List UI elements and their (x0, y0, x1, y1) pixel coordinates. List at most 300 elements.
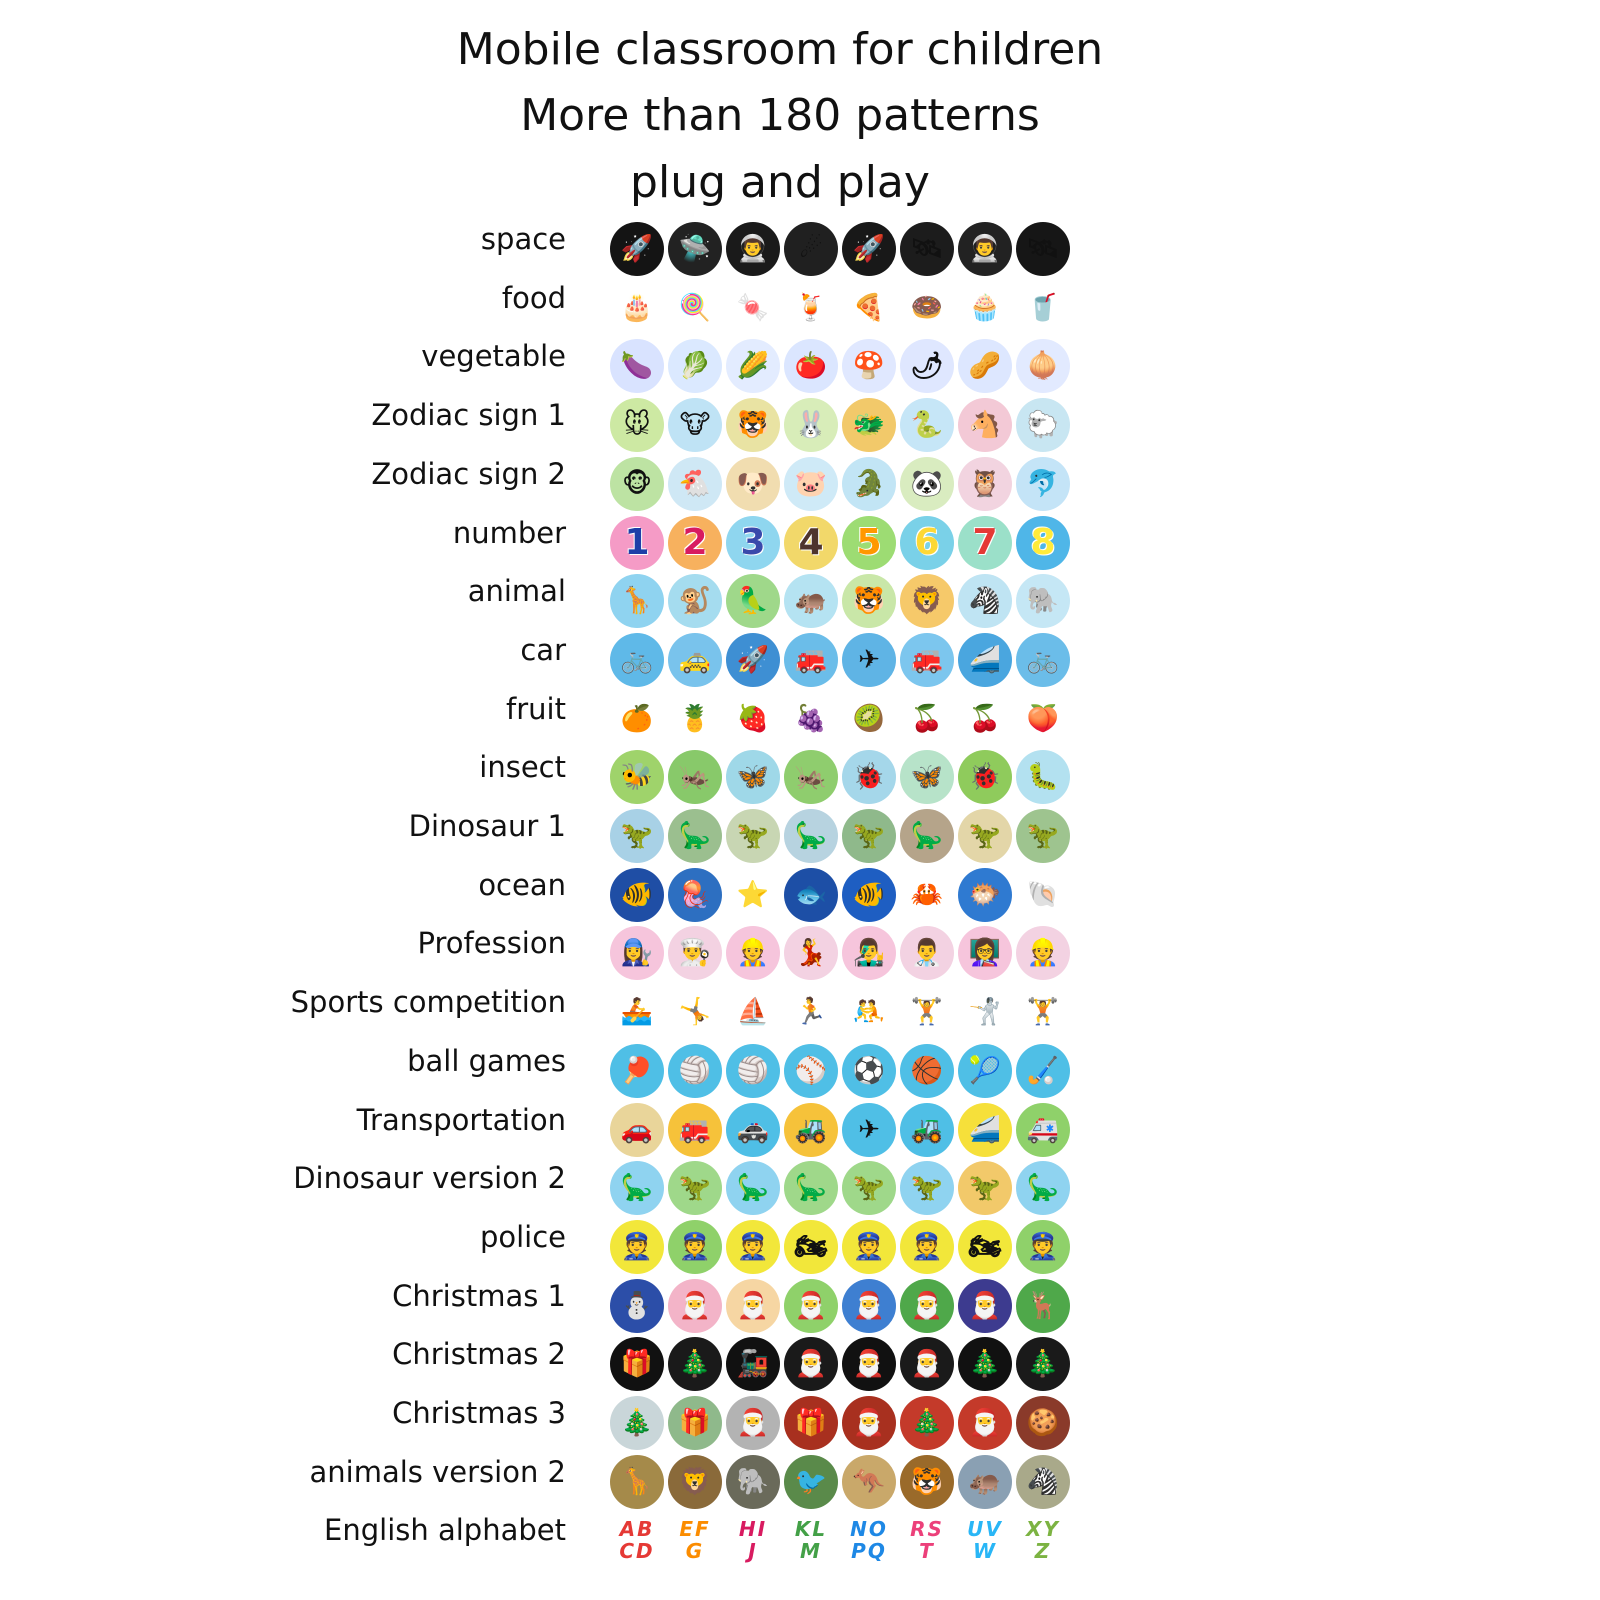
pattern-icon (726, 1455, 780, 1509)
pattern-icon (784, 1337, 838, 1391)
pattern-glyph: 🚀 (736, 644, 770, 675)
pattern-icon (900, 1337, 954, 1391)
pattern-row (0, 451, 1600, 510)
pattern-icon (900, 633, 954, 687)
pattern-icon (842, 1455, 896, 1509)
pattern-icon (1016, 222, 1070, 276)
pattern-glyph: 🍊 (620, 703, 654, 734)
pattern-glyph: 🦖 (910, 1173, 944, 1204)
number-pattern-icon (610, 516, 664, 570)
number-pattern-icon (958, 516, 1012, 570)
pattern-glyph: 🎅 (794, 1349, 828, 1380)
pattern-icon (958, 926, 1012, 980)
pattern-icons (610, 809, 1090, 865)
pattern-icon (668, 222, 722, 276)
pattern-icon (958, 1396, 1012, 1450)
pattern-row (0, 1155, 1600, 1214)
pattern-glyph: 🦕 (910, 821, 944, 851)
pattern-icon (958, 750, 1012, 804)
pattern-icon (668, 1455, 722, 1509)
row-label: animal (467, 574, 566, 609)
pattern-glyph: 🚀 (852, 234, 886, 264)
pattern-row (0, 392, 1600, 451)
pattern-glyph: 🐝 (620, 762, 654, 793)
pattern-glyph: 🍑 (1026, 703, 1060, 734)
pattern-glyph: 🚓 (736, 1114, 770, 1145)
pattern-icon (668, 339, 722, 393)
pattern-glyph: ⚽ (852, 1055, 886, 1086)
pattern-glyph: 🌽 (736, 351, 770, 382)
pattern-icon (610, 574, 664, 628)
pattern-glyph: 3 (740, 521, 766, 563)
pattern-glyph: 👨‍🚀 (736, 234, 770, 264)
pattern-glyph: 🎁 (620, 1349, 654, 1380)
pattern-glyph: 👮 (620, 1231, 654, 1262)
pattern-glyph: 🐠 (620, 879, 654, 910)
pattern-icon (958, 457, 1012, 511)
pattern-icon (726, 692, 780, 746)
pattern-icon (958, 1337, 1012, 1391)
pattern-glyph: 🦖 (852, 1173, 886, 1204)
pattern-glyph: 🦓 (968, 586, 1002, 617)
pattern-icon (958, 1044, 1012, 1098)
row-label: food (501, 280, 566, 315)
pattern-glyph: 🎅 (910, 1349, 944, 1380)
pattern-row (0, 627, 1600, 686)
pattern-icon (726, 868, 780, 922)
pattern-row (0, 333, 1600, 392)
pattern-glyph: 4 (798, 521, 824, 563)
pattern-row (0, 1273, 1600, 1332)
pattern-icon (1016, 457, 1070, 511)
pattern-glyph: 🍒 (910, 703, 944, 734)
pattern-icon (1016, 692, 1070, 746)
pattern-icon (784, 1103, 838, 1157)
pattern-icon (1016, 1161, 1070, 1215)
pattern-glyph: 🏋 (1026, 997, 1060, 1028)
pattern-icon (1016, 1103, 1070, 1157)
pattern-icons (610, 868, 1090, 924)
pattern-row (0, 216, 1600, 275)
pattern-icon (900, 1044, 954, 1098)
alphabet-pattern-icon (610, 1513, 664, 1567)
pattern-glyph: 🎅 (910, 1290, 944, 1321)
alphabet-letters-bottom: CD (619, 1539, 655, 1564)
pattern-icon (842, 1396, 896, 1450)
pattern-glyph: 🦖 (968, 1173, 1002, 1204)
pattern-glyph: 👨‍🍳 (678, 938, 712, 969)
pattern-icon (668, 750, 722, 804)
pattern-icon (842, 633, 896, 687)
pattern-icon (958, 809, 1012, 863)
pattern-glyph: 🐞 (968, 762, 1002, 793)
pattern-icon (726, 398, 780, 452)
pattern-icon (726, 985, 780, 1039)
pattern-glyph: 🚄 (968, 644, 1002, 675)
pattern-glyph: 🐒 (678, 586, 712, 617)
pattern-glyph: 🏐 (678, 1055, 712, 1086)
pattern-glyph: 🐯 (852, 586, 886, 617)
pattern-icons (610, 1103, 1090, 1159)
pattern-icon (958, 1161, 1012, 1215)
pattern-glyph: 🎁 (678, 1408, 712, 1438)
pattern-glyph: 🦕 (736, 1173, 770, 1204)
pattern-glyph: 🐰 (794, 410, 828, 441)
pattern-glyph: 🚂 (736, 1349, 770, 1380)
pattern-icon (784, 281, 838, 335)
pattern-icon (726, 339, 780, 393)
pattern-icon (726, 1337, 780, 1391)
pattern-glyph: 🏑 (1026, 1055, 1060, 1086)
pattern-icon (958, 1220, 1012, 1274)
pattern-glyph: 🦖 (736, 821, 770, 851)
pattern-icon (900, 1220, 954, 1274)
pattern-icon (900, 574, 954, 628)
pattern-icon (610, 457, 664, 511)
pattern-glyph: 🛸 (678, 234, 712, 264)
pattern-glyph: 🐴 (968, 410, 1002, 441)
alphabet-letters-bottom: M (800, 1539, 822, 1564)
alphabet-letters-top: EF (679, 1517, 711, 1542)
pattern-glyph: 👮 (678, 1231, 712, 1262)
pattern-icon (842, 1044, 896, 1098)
pattern-icons (610, 1455, 1090, 1511)
pattern-glyph: 🦖 (1026, 821, 1060, 851)
pattern-icon (726, 222, 780, 276)
pattern-icon (610, 809, 664, 863)
pattern-glyph: 🥤 (1026, 292, 1060, 323)
pattern-glyph: 🎄 (968, 1349, 1002, 1380)
pattern-icon (610, 1396, 664, 1450)
title-line-3: plug and play (630, 157, 930, 208)
pattern-icon (842, 457, 896, 511)
pattern-glyph: 🚜 (910, 1114, 944, 1145)
alphabet-letters-top: HI (738, 1517, 768, 1542)
alphabet-letters-top: AB (619, 1517, 655, 1542)
pattern-glyph: 🦕 (1026, 1173, 1060, 1204)
pattern-glyph: 🚄 (968, 1114, 1002, 1145)
pattern-glyph: 🚲 (1026, 644, 1060, 675)
pattern-glyph: 🥝 (852, 703, 886, 734)
row-label: Profession (417, 926, 566, 961)
pattern-icon (668, 1161, 722, 1215)
pattern-icon (610, 633, 664, 687)
row-label: Christmas 2 (392, 1337, 566, 1372)
pattern-glyph: 🐘 (736, 1466, 770, 1497)
pattern-glyph: 👮 (910, 1231, 944, 1262)
pattern-icon (958, 868, 1012, 922)
pattern-icon (958, 985, 1012, 1039)
pattern-icons (610, 1220, 1090, 1276)
pattern-icon (784, 339, 838, 393)
pattern-icon (726, 926, 780, 980)
pattern-glyph: 🎾 (968, 1055, 1002, 1086)
pattern-glyph: 🚒 (794, 644, 828, 675)
pattern-icon (842, 1161, 896, 1215)
pattern-icons (610, 281, 1090, 337)
pattern-glyph: 👮 (852, 1231, 886, 1262)
pattern-glyph: 🍓 (736, 703, 770, 734)
pattern-icon (958, 1103, 1012, 1157)
pattern-glyph: 🍩 (910, 292, 944, 323)
pattern-glyph: 👷 (1026, 938, 1060, 969)
pattern-glyph: ⛵ (736, 997, 770, 1028)
pattern-glyph: 🦀 (910, 879, 944, 910)
pattern-glyph: 🤼 (852, 997, 886, 1028)
pattern-glyph: 🍹 (794, 292, 828, 323)
row-label: Christmas 1 (392, 1278, 566, 1313)
pattern-glyph: 🏃 (794, 997, 828, 1028)
alphabet-letters-bottom: Z (1034, 1539, 1052, 1564)
pattern-row (0, 803, 1600, 862)
pattern-glyph: 🦜 (736, 586, 770, 617)
pattern-icons (610, 222, 1090, 278)
pattern-icon (958, 339, 1012, 393)
pattern-glyph: 🐦 (794, 1466, 828, 1497)
pattern-glyph: 🦕 (678, 821, 712, 851)
pattern-icon (610, 926, 664, 980)
pattern-icon (668, 457, 722, 511)
pattern-icon (726, 457, 780, 511)
pattern-icon (668, 398, 722, 452)
pattern-glyph: 🦕 (794, 1173, 828, 1204)
title-line-2: More than 180 patterns (520, 90, 1040, 141)
pattern-icon (784, 1396, 838, 1450)
pattern-icon (610, 1220, 664, 1274)
pattern-glyph: 🛰 (910, 234, 944, 264)
pattern-icon (900, 750, 954, 804)
title-line-1: Mobile classroom for children (456, 24, 1104, 75)
pattern-glyph: 🤸 (678, 997, 712, 1028)
pattern-icons (610, 692, 1090, 748)
pattern-icon (784, 809, 838, 863)
pattern-icon (842, 809, 896, 863)
pattern-glyph: 🦒 (620, 1466, 654, 1497)
pattern-row (0, 1507, 1600, 1566)
pattern-icon (668, 1044, 722, 1098)
pattern-icon (726, 1220, 780, 1274)
pattern-icon (668, 809, 722, 863)
pattern-glyph: 🥬 (678, 351, 712, 382)
pattern-glyph: 🐛 (1026, 762, 1060, 793)
pattern-icon (668, 1396, 722, 1450)
pattern-icon (900, 281, 954, 335)
pattern-icon (1016, 926, 1070, 980)
pattern-icons (610, 750, 1090, 806)
pattern-row (0, 1331, 1600, 1390)
pattern-glyph: 🦌 (1026, 1290, 1060, 1321)
pattern-glyph: ✈ (858, 644, 880, 675)
pattern-icon (726, 574, 780, 628)
pattern-glyph: 🐯 (736, 410, 770, 441)
pattern-icon (610, 339, 664, 393)
pattern-icon (842, 926, 896, 980)
pattern-icon (900, 1455, 954, 1509)
pattern-icon (900, 339, 954, 393)
pattern-glyph: 👮 (736, 1231, 770, 1262)
pattern-glyph: 🐑 (1026, 410, 1060, 441)
pattern-glyph: 🏀 (910, 1055, 944, 1086)
number-pattern-icon (726, 516, 780, 570)
alphabet-pattern-icon (784, 1513, 838, 1567)
pattern-icon (1016, 868, 1070, 922)
pattern-row (0, 862, 1600, 921)
pattern-glyph: 🦋 (736, 762, 770, 793)
pattern-icon (668, 1279, 722, 1333)
pattern-icon (726, 1396, 780, 1450)
pattern-icon (610, 750, 664, 804)
pattern-glyph: 🍆 (620, 351, 654, 382)
pattern-icon (726, 633, 780, 687)
pattern-icons (610, 574, 1090, 630)
pattern-icon (842, 281, 896, 335)
row-label: number (452, 515, 566, 550)
pattern-glyph: 🏍 (794, 1231, 828, 1262)
alphabet-pattern-icon (842, 1513, 896, 1567)
pattern-glyph: 🎅 (968, 1290, 1002, 1321)
pattern-glyph: 🚒 (910, 644, 944, 675)
number-pattern-icon (900, 516, 954, 570)
alphabet-pattern-icon (668, 1513, 722, 1567)
row-label: Zodiac sign 2 (371, 456, 566, 491)
pattern-icon (900, 398, 954, 452)
row-label: space (480, 222, 566, 256)
pattern-icon (900, 1396, 954, 1450)
alphabet-letters-top: NO (850, 1517, 888, 1542)
pattern-icons (610, 398, 1090, 454)
pattern-icon (668, 985, 722, 1039)
pattern-icon (1016, 574, 1070, 628)
pattern-icon (958, 574, 1012, 628)
alphabet-letters-bottom: W (972, 1539, 998, 1564)
pattern-glyph: 🏍 (968, 1231, 1002, 1262)
alphabet-pattern-icon (726, 1513, 780, 1567)
pattern-icon (784, 926, 838, 980)
pattern-glyph: 🚲 (620, 644, 654, 675)
pattern-icon (784, 1279, 838, 1333)
pattern-icon (1016, 398, 1070, 452)
pattern-glyph: 🏐 (736, 1055, 770, 1086)
pattern-icon (668, 633, 722, 687)
pattern-glyph: ✈ (858, 1114, 880, 1145)
pattern-glyph: 🐞 (852, 762, 886, 793)
pattern-glyph: 👩‍🏫 (968, 938, 1002, 969)
pattern-icon (610, 1161, 664, 1215)
pattern-glyph: 🐮 (679, 410, 711, 441)
row-label: English alphabet (324, 1513, 566, 1548)
pattern-icon (900, 1161, 954, 1215)
pattern-glyph: 7 (972, 521, 998, 563)
pattern-icon (900, 809, 954, 863)
pattern-glyph: 🦁 (678, 1466, 712, 1497)
pattern-glyph: 👨‍🚀 (968, 234, 1002, 264)
pattern-glyph: 🎅 (852, 1290, 886, 1321)
pattern-icon (610, 1044, 664, 1098)
pattern-row (0, 568, 1600, 627)
pattern-icon (610, 281, 664, 335)
pattern-icon (610, 222, 664, 276)
pattern-icon (726, 281, 780, 335)
pattern-glyph: 🍕 (852, 292, 886, 323)
pattern-icon (610, 868, 664, 922)
pattern-icon (900, 985, 954, 1039)
pattern-glyph: 🦉 (968, 468, 1002, 499)
alphabet-letters-bottom: J (748, 1539, 758, 1564)
pattern-icons (610, 339, 1090, 395)
pattern-icon (784, 574, 838, 628)
pattern-icon (1016, 281, 1070, 335)
pattern-glyph: 🐷 (794, 468, 828, 499)
row-label: fruit (506, 691, 566, 726)
pattern-glyph: 🍇 (794, 703, 828, 734)
row-label: ocean (478, 867, 566, 902)
pattern-glyph: 👮 (1026, 1231, 1060, 1262)
pattern-glyph: 🍒 (968, 703, 1002, 734)
pattern-icon (900, 1103, 954, 1157)
pattern-icon (1016, 1220, 1070, 1274)
pattern-glyph: 🎅 (852, 1349, 886, 1380)
pattern-icon (1016, 1044, 1070, 1098)
pattern-glyph: 🚕 (678, 644, 712, 675)
row-label: insect (479, 750, 566, 785)
pattern-glyph: 🐘 (1026, 586, 1060, 617)
alphabet-letters-top: UV (967, 1517, 1003, 1542)
pattern-icon (610, 1103, 664, 1157)
pattern-glyph: 🦁 (910, 586, 944, 617)
pattern-icon (842, 574, 896, 628)
row-label: car (520, 632, 566, 667)
pattern-icon (784, 1220, 838, 1274)
pattern-icon (842, 1279, 896, 1333)
pattern-glyph: 🐡 (968, 879, 1002, 910)
alphabet-letters-top: KL (794, 1517, 828, 1542)
pattern-icon (958, 222, 1012, 276)
pattern-glyph: 🦘 (852, 1466, 886, 1497)
pattern-glyph: 🐶 (736, 468, 770, 499)
row-label: Dinosaur 1 (408, 809, 566, 843)
pattern-icon (610, 398, 664, 452)
pattern-glyph: 🎄 (620, 1408, 654, 1438)
pattern-icon (1016, 339, 1070, 393)
pattern-glyph: 🎄 (1026, 1349, 1060, 1380)
pattern-icon (726, 1103, 780, 1157)
pattern-icon (610, 1337, 664, 1391)
pattern-row (0, 979, 1600, 1038)
pattern-glyph: ⛄ (620, 1290, 654, 1321)
pattern-glyph: 🎅 (736, 1290, 770, 1321)
pattern-icons (610, 457, 1090, 513)
pattern-glyph: 🦋 (910, 762, 944, 793)
pattern-glyph: 🦖 (620, 821, 654, 851)
pattern-icon (900, 457, 954, 511)
number-pattern-icon (668, 516, 722, 570)
number-pattern-icon (1016, 516, 1070, 570)
pattern-glyph: 🚑 (1026, 1114, 1060, 1145)
pattern-icon (784, 398, 838, 452)
row-label: vegetable (421, 339, 566, 374)
row-label: animals version 2 (309, 1454, 566, 1489)
pattern-glyph: 🐯 (910, 1466, 944, 1497)
pattern-icon (900, 868, 954, 922)
pattern-icon (1016, 750, 1070, 804)
pattern-glyph: 🎂 (620, 292, 654, 323)
pattern-icon (842, 339, 896, 393)
pattern-row (0, 744, 1600, 803)
pattern-icon (610, 985, 664, 1039)
pattern-icons (610, 1337, 1090, 1393)
pattern-icons (610, 633, 1090, 689)
pattern-icon (842, 1103, 896, 1157)
